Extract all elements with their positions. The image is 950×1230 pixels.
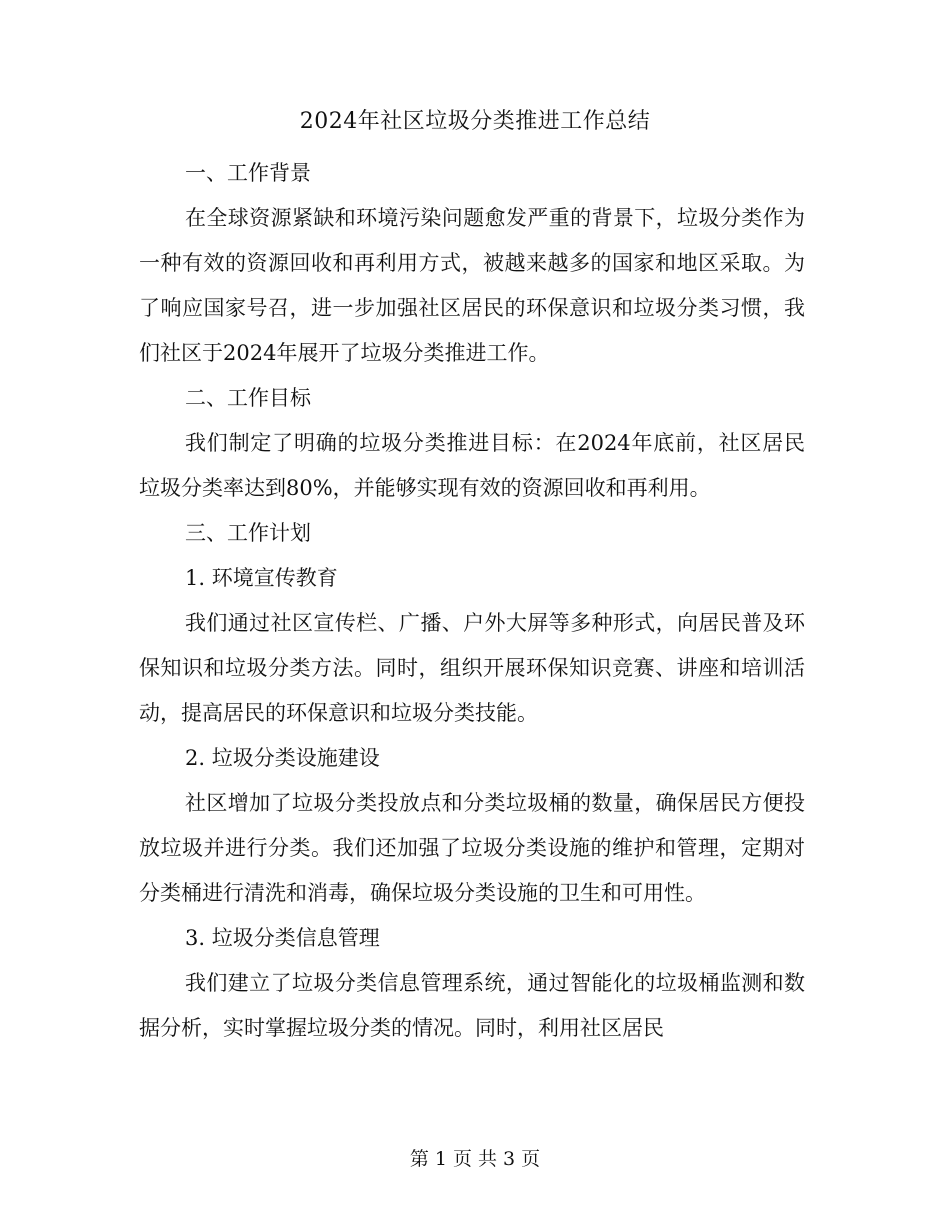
page-number-footer: 第 1 页 共 3 页 (409, 1148, 541, 1170)
paragraph-education: 我们通过社区宣传栏、广播、户外大屏等多种形式，向居民普及环保知识和垃圾分类方法。同时，组织开展环保知识竞赛、讲座和培训活动，提高居民的环保意识和垃圾分类技能。 (139, 611, 805, 725)
paragraph-facilities: 社区增加了垃圾分类投放点和分类垃圾桶的数量，确保居民方便投放垃圾并进行分类。我们还加强了垃圾分类设施的维护和管理，定期对分类桶进行清洗和消毒，确保垃圾分类设施的卫生和可用性。 (139, 791, 805, 905)
subheading-information: 3. 垃圾分类信息管理 (185, 926, 380, 950)
paragraph-goals: 我们制定了明确的垃圾分类推进目标：在2024年底前，社区居民垃圾分类率达到80%，并能够实现有效的资源回收和再利用。 (139, 431, 805, 500)
subheading-facilities: 2. 垃圾分类设施建设 (185, 746, 380, 770)
paragraph-background: 在全球资源紧缺和环境污染问题愈发严重的背景下，垃圾分类作为一种有效的资源回收和再利用方式，被越来越多的国家和地区采取。为了响应国家号召，进一步加强社区居民的环保意识和垃圾分类习惯，我们社区于2024年展开了垃圾分类推进工作。 (139, 206, 805, 365)
document-title: 2024年社区垃圾分类推进工作总结 (299, 109, 651, 134)
paragraph-information: 我们建立了垃圾分类信息管理系统，通过智能化的垃圾桶监测和数据分析，实时掌握垃圾分类的情况。同时，利用社区居民 (139, 971, 805, 1040)
section-heading-background: 一、工作背景 (185, 161, 311, 185)
document-body (139, 151, 805, 1051)
section-heading-plan: 三、工作计划 (185, 521, 311, 545)
section-heading-goals: 二、工作目标 (185, 386, 311, 410)
subheading-education: 1. 环境宣传教育 (185, 566, 338, 590)
